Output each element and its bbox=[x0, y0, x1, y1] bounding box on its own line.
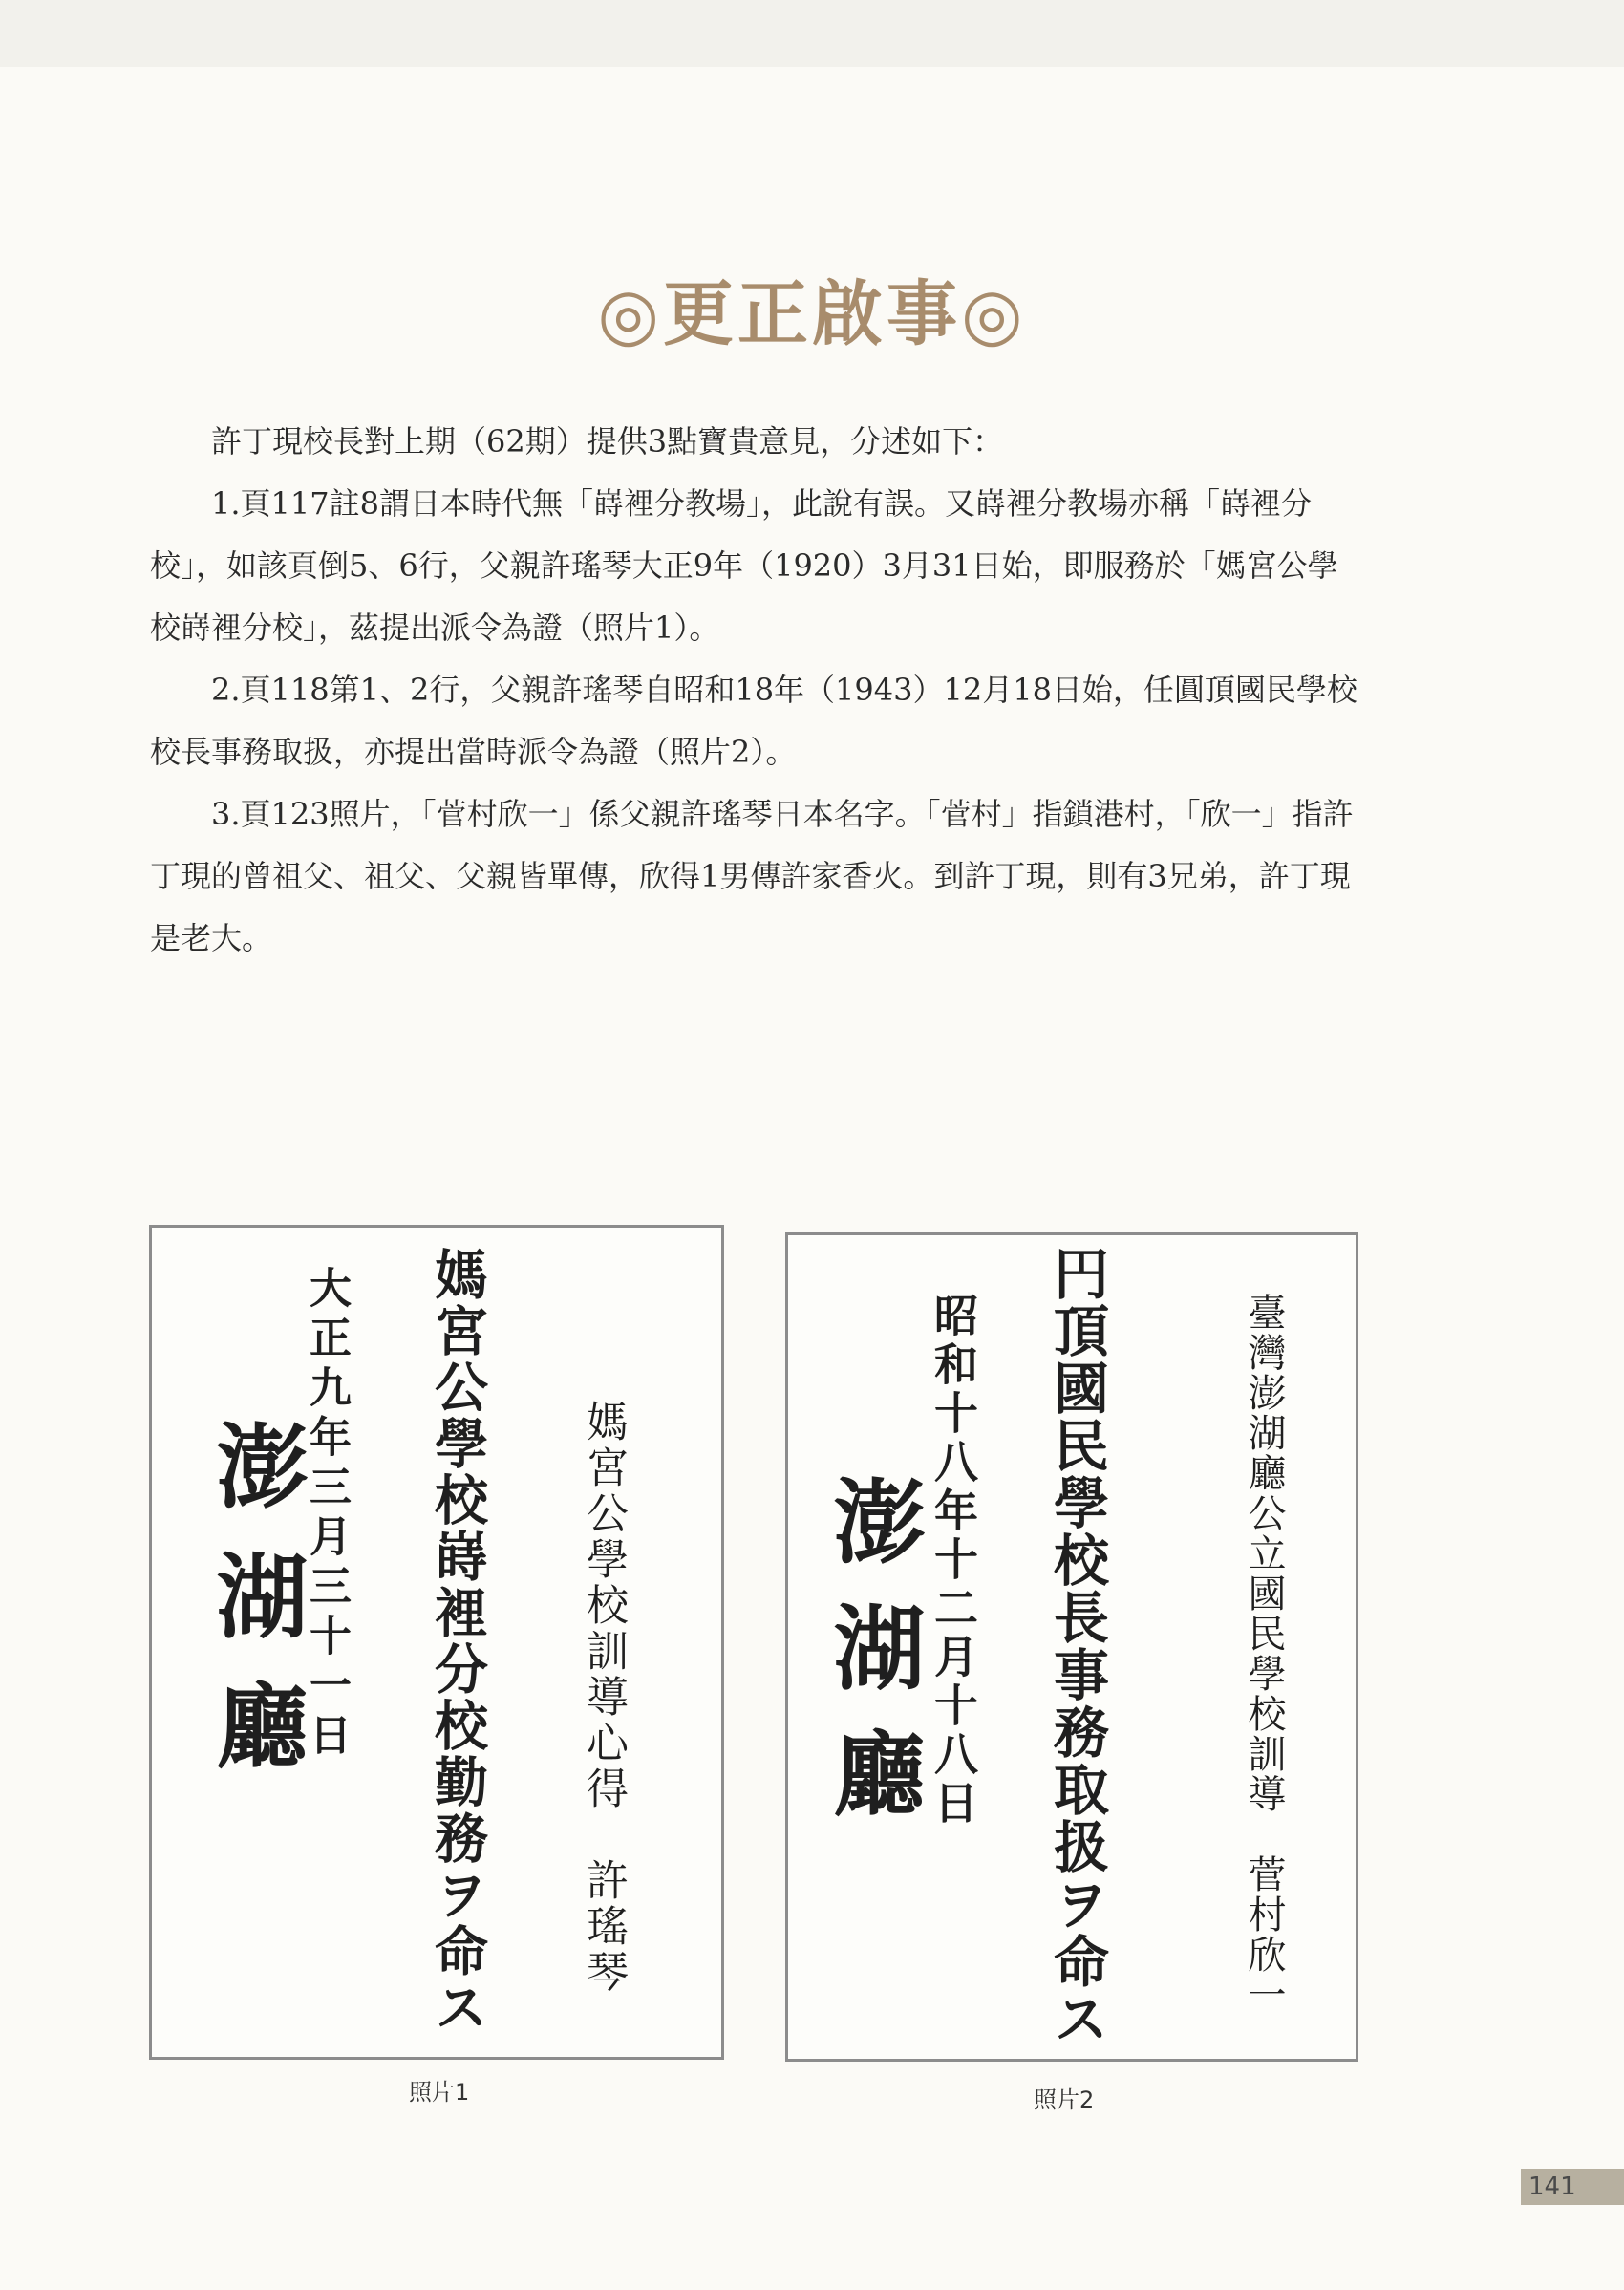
correction-item-1: 1.頁117註8謂日本時代無「嵵裡分教場」，此說有誤。又嵵裡分教場亦稱「嵵裡分校」，如該頁倒5、6行，父親許瑤琴大正9年（1920）3月31日始，即服務於「媽宮公學校嵵裡分校」，茲提出派令為證（照片1）。 bbox=[150, 485, 1338, 646]
top-band bbox=[0, 0, 1624, 67]
photo-1-appointee: 媽宮公學校訓導心得 許瑤琴 bbox=[579, 1400, 628, 1996]
photo-1-appointment-document bbox=[149, 1225, 724, 2060]
photo-2-order: 円頂國民學校長事務取扱ヲ命ス bbox=[1044, 1245, 1109, 2047]
photo-2-appointee: 臺灣澎湖廳公立國民學校訓導 菅村欣一 bbox=[1242, 1293, 1286, 2015]
intro-paragraph: 許丁現校長對上期（62期）提供3點寶貴意見，分述如下： bbox=[211, 423, 1004, 460]
photo-1-date: 大正九年三月三十一日 bbox=[302, 1266, 351, 1763]
photo-2-date: 昭和十八年十二月十八日 bbox=[928, 1293, 979, 1829]
photo-1-order: 媽宮公學校嵵裡分校勤務ヲ命ス bbox=[426, 1247, 489, 2036]
page-number: 141 bbox=[1521, 2169, 1624, 2205]
photo-2-issuer: 澎湖廳 bbox=[819, 1474, 927, 1852]
photo-1-issuer: 澎湖廳 bbox=[202, 1419, 310, 1808]
correction-item-2: 2.頁118第1、2行，父親許瑤琴自昭和18年（1943）12月18日始，任圓頂國民學校校長事務取扱，亦提出當時派令為證（照片2）。 bbox=[150, 672, 1357, 770]
correction-notice-body bbox=[150, 411, 1363, 970]
photo-1-caption: 照片1 bbox=[409, 2079, 470, 2106]
photo-2-appointment-document bbox=[785, 1232, 1358, 2062]
photo-2-caption: 照片2 bbox=[1034, 2087, 1095, 2113]
page-title: ◎更正啟事◎ bbox=[597, 273, 1027, 355]
correction-item-3: 3.頁123照片，「菅村欣一」係父親許瑤琴日本名字。「菅村」指鎖港村，「欣一」指許丁現的曾祖父、祖父、父親皆單傳，欣得1男傳許家香火。到許丁現，則有3兄弟，許丁現是老大。 bbox=[150, 796, 1354, 956]
